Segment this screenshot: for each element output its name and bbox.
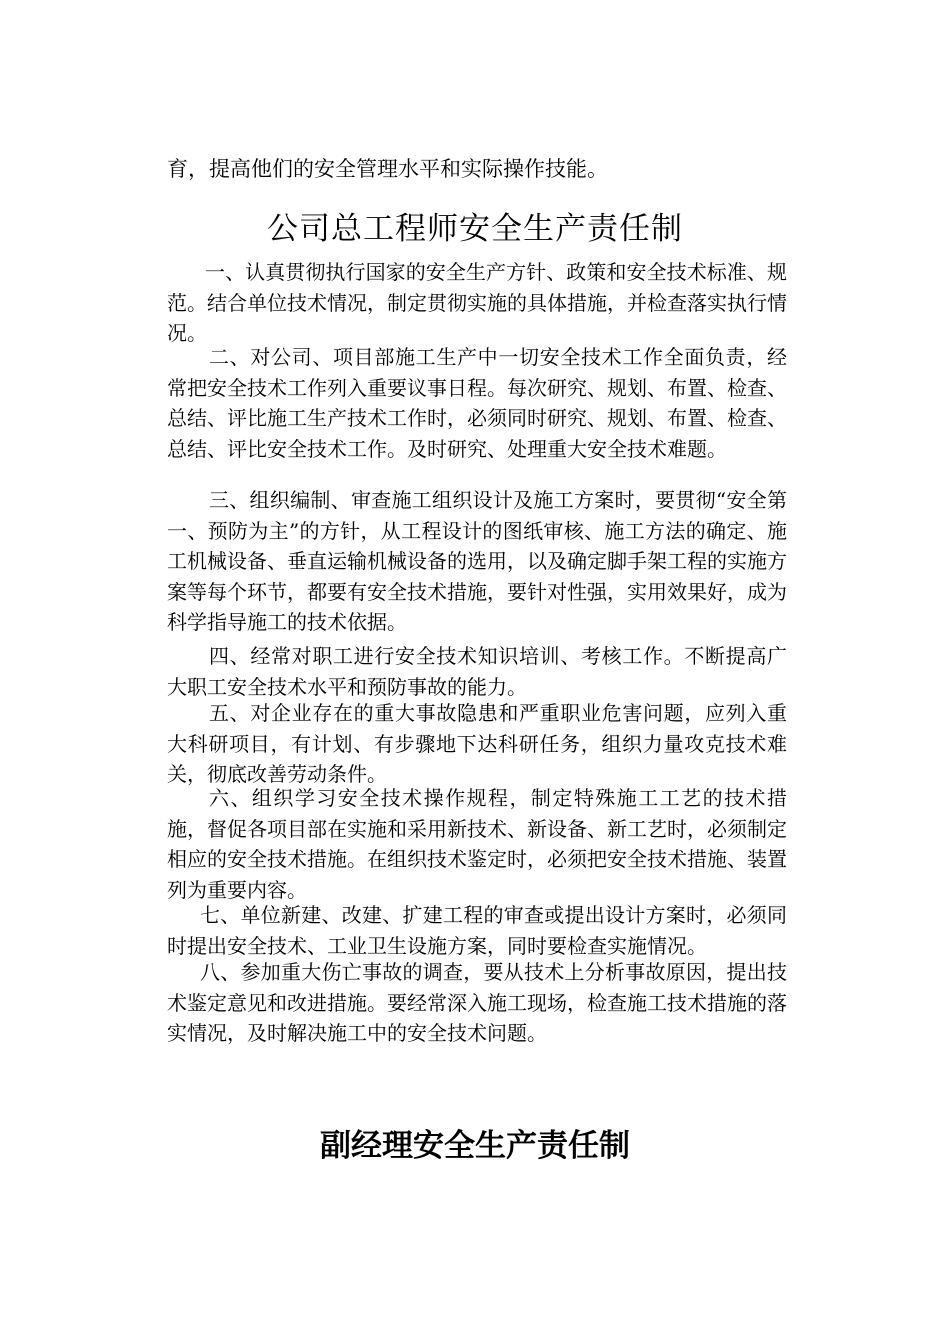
section-title-chief-engineer: 公司总工程师安全生产责任制 <box>267 211 683 247</box>
responsibility-item-4: 四、经常对职工进行安全技术知识培训、考核工作。不断提高广大职工安全技术水平和预防事故的能力。 <box>167 644 787 699</box>
responsibility-item-1: 一、认真贯彻执行国家的安全生产方针、政策和安全技术标准、规范。结合单位技术情况，制定贯彻实施的具体措施，并检查落实执行情况。 <box>167 260 787 345</box>
responsibility-item-5: 五、对企业存在的重大事故隐患和严重职业危害问题，应列入重大科研项目，有计划、有步骤地下达科研任务，组织力量攻克技术难关，彻底改善劳动条件。 <box>167 701 787 786</box>
responsibility-item-2: 二、对公司、项目部施工生产中一切安全技术工作全面负责，经常把安全技术工作列入重要议事日程。每次研究、规划、布置、检查、总结、评比施工生产技术工作时，必须同时研究、规划、布置、检查、总结、评比安全技术工作。及时研究、处理重大安全技术难题。 <box>167 345 787 461</box>
responsibility-item-8: 八、参加重大伤亡事故的调查，要从技术上分析事故原因，提出技术鉴定意见和改进措施。要经常深入施工现场，检查施工技术措施的落实情况，及时解决施工中的安全技术问题。 <box>167 960 787 1045</box>
responsibility-item-7: 七、单位新建、改建、扩建工程的审查或提出设计方案时，必须同时提出安全技术、工业卫生设施方案，同时要检查实施情况。 <box>167 903 787 958</box>
responsibility-item-3: 三、组织编制、审查施工组织设计及施工方案时，要贯彻“安全第一、预防为主”的方针，从工程设计的图纸审核、施工方法的确定、施工机械设备、垂直运输机械设备的选用，以及确定脚手架工程的实施方案等每个环节，都要有安全技术措施，要针对性强，实用效果好，成为科学指导施工的技术依据。 <box>167 488 787 634</box>
carryover-paragraph: 育，提高他们的安全管理水平和实际操作技能。 <box>167 157 608 181</box>
responsibility-item-6: 六、组织学习安全技术操作规程，制定特殊施工工艺的技术措施，督促各项目部在实施和采用新技术、新设备、新工艺时，必须制定相应的安全技术措施。在组织技术鉴定时，必须把安全技术措施、装置列为重要内容。 <box>167 786 787 902</box>
section-title-deputy-manager: 副经理安全生产责任制 <box>320 1128 630 1164</box>
